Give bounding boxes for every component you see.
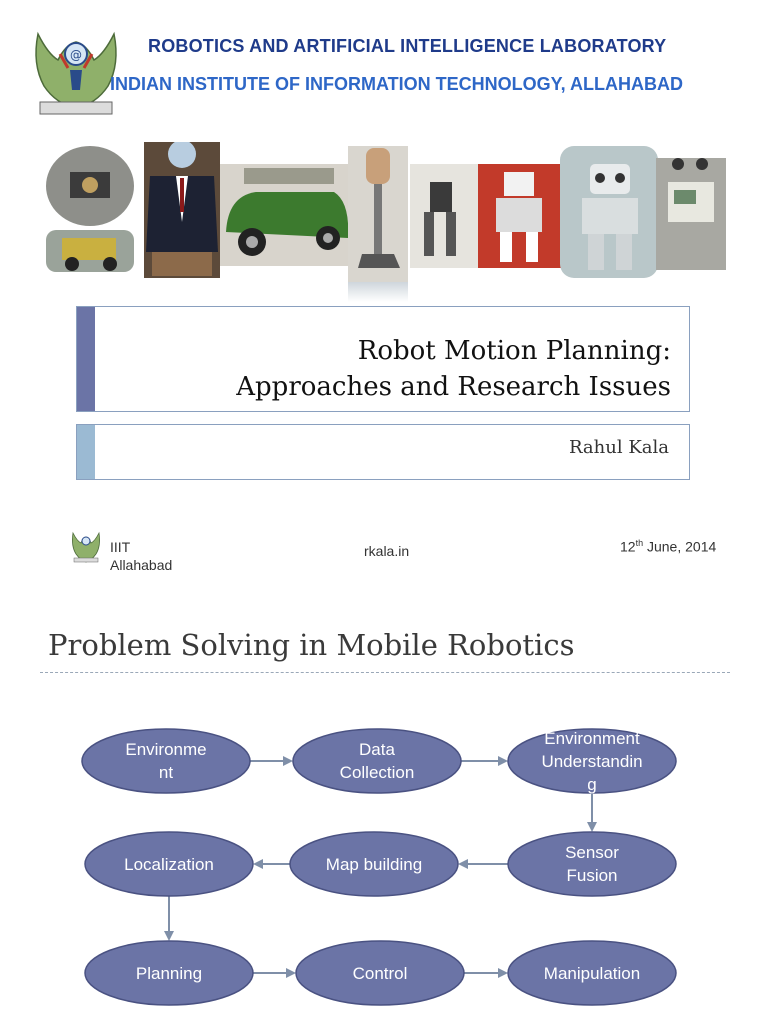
node-label-control	[305, 962, 455, 985]
node-label-line: Collection	[339, 763, 415, 782]
author-accent-bar	[77, 425, 95, 479]
footer-institute-line-1: IIIT	[110, 539, 131, 555]
title-accent-bar	[77, 307, 95, 411]
node-label-line: Planning	[135, 963, 203, 983]
flow-diagram	[0, 690, 768, 1024]
node-label-line: g	[587, 774, 597, 794]
node-label-line: Manipulation	[543, 963, 641, 983]
footer-date	[620, 538, 716, 555]
prosthetic-leg-image	[348, 146, 408, 282]
lab-heading: ROBOTICS AND ARTIFICIAL INTELLIGENCE LABORATORY	[148, 36, 667, 56]
node-label-line: Environment	[544, 728, 640, 748]
mannequin-robot-image	[144, 142, 220, 278]
date-day: 12	[620, 538, 636, 555]
svg-text:@: @	[70, 48, 82, 62]
node-label-planning	[94, 962, 244, 985]
footer-logo-icon	[70, 530, 102, 564]
biped-robot-image	[410, 164, 480, 268]
slide2-divider	[40, 672, 730, 673]
title-line-2: Approaches and Research Issues	[236, 372, 671, 402]
node-label-line: Understandin	[541, 751, 643, 771]
node-label-line: Control	[352, 963, 408, 983]
footer-institute	[110, 538, 172, 574]
node-label-data-collection	[302, 738, 452, 784]
slide2-title: Problem Solving in Mobile Robotics	[48, 628, 575, 662]
institute-heading: INDIAN INSTITUTE OF INFORMATION TECHNOLOGY, ALLAHABAD	[110, 74, 683, 94]
wheeled-robot-image	[46, 230, 134, 272]
node-label-environment-understanding	[517, 727, 667, 796]
node-label-line: Environme	[125, 740, 207, 759]
hexapod-robot-image	[46, 146, 134, 226]
node-label-line: nt	[158, 763, 174, 782]
node-label-localization	[94, 853, 244, 876]
node-label-line: Data	[359, 740, 395, 759]
node-label-manipulation	[517, 962, 667, 985]
lego-robot-image	[656, 158, 726, 270]
silver-robot-image	[560, 146, 658, 278]
node-label-sensor-fusion	[517, 841, 667, 887]
date-rest: June, 2014	[643, 538, 717, 555]
footer-url[interactable]: rkala.in	[364, 543, 410, 559]
presentation-title	[236, 333, 671, 405]
humanoid-robot-image	[478, 164, 562, 268]
title-box	[76, 306, 690, 412]
robot-photo-strip	[44, 142, 728, 302]
author-box	[76, 424, 690, 480]
title-line-1: Robot Motion Planning:	[357, 336, 671, 366]
node-label-line: Sensor	[565, 843, 619, 862]
iiit-logo	[30, 24, 122, 120]
node-label-line: Map building	[325, 854, 423, 874]
node-label-environment	[91, 738, 241, 784]
jeep-robot-image	[220, 164, 352, 266]
footer-institute-line-2: Allahabad	[110, 557, 173, 573]
node-label-line: Fusion	[566, 866, 618, 885]
node-label-map-building	[299, 853, 449, 876]
node-label-line: Localization	[124, 854, 214, 874]
author-name: Rahul Kala	[568, 437, 669, 458]
date-suffix: th	[635, 538, 644, 548]
